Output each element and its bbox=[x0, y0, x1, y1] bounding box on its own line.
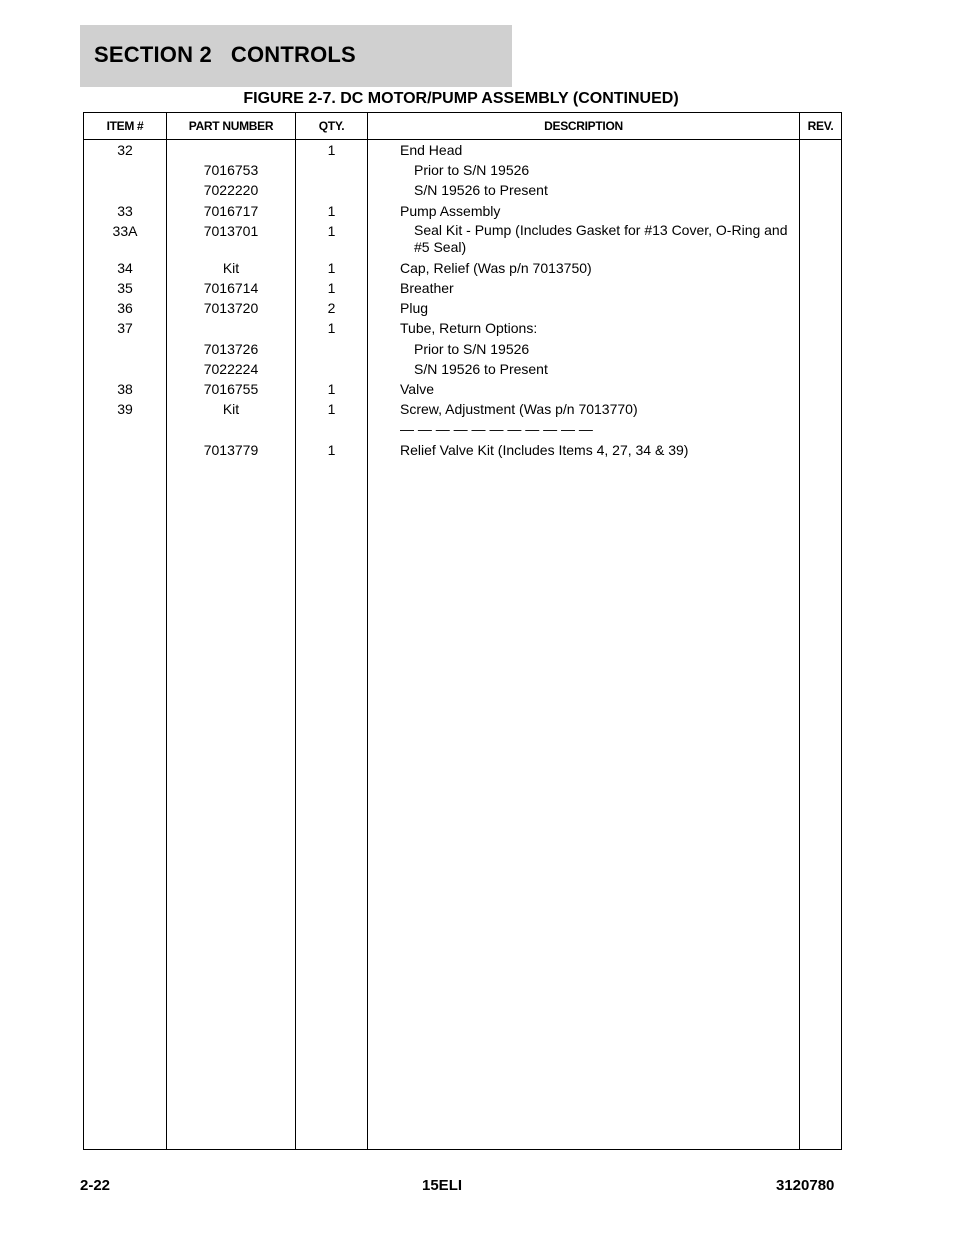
cell-part bbox=[167, 419, 295, 439]
cell-item: 39 bbox=[117, 401, 133, 418]
cell-part: 7016714 bbox=[203, 280, 259, 297]
cell-rev bbox=[800, 278, 841, 298]
cell-rev bbox=[800, 399, 841, 419]
cell-item bbox=[84, 339, 166, 359]
cell-item: 37 bbox=[117, 320, 133, 337]
cell-qty bbox=[296, 419, 367, 439]
cell-part: 7013701 bbox=[203, 222, 259, 239]
cell-item: 33 bbox=[117, 202, 133, 219]
cell-rev bbox=[800, 440, 841, 460]
cell-rev bbox=[800, 140, 841, 160]
cell-rev bbox=[800, 298, 841, 318]
table-header-row bbox=[84, 113, 842, 140]
cell-desc: Prior to S/N 19526 bbox=[414, 340, 530, 357]
section-title: SECTION 2 CONTROLS bbox=[94, 42, 356, 67]
column-header-item: ITEM # bbox=[84, 113, 167, 140]
cell-qty bbox=[296, 339, 367, 359]
page-number: 2-22 bbox=[80, 1177, 111, 1194]
cell-qty: 1 bbox=[327, 401, 336, 418]
parts-table bbox=[83, 112, 842, 1150]
cell-part bbox=[167, 140, 295, 160]
cell-item bbox=[84, 419, 166, 439]
column-header-part-number: PART NUMBER bbox=[167, 113, 296, 140]
cell-qty bbox=[296, 359, 367, 379]
cell-desc: Cap, Relief (Was p/n 7013750) bbox=[400, 259, 592, 276]
cell-desc: End Head bbox=[400, 142, 463, 158]
cell-rev bbox=[800, 359, 841, 379]
column-header-qty: QTY. bbox=[296, 113, 368, 140]
cell-desc: Relief Valve Kit (Includes Items 4, 27, 34 & 39) bbox=[400, 441, 689, 458]
cell-qty: 1 bbox=[327, 202, 336, 219]
cell-item: 34 bbox=[117, 259, 133, 276]
qty-column bbox=[296, 140, 368, 1150]
cell-item bbox=[84, 180, 166, 200]
cell-part: 7016755 bbox=[203, 381, 259, 398]
cell-qty: 1 bbox=[327, 381, 336, 398]
cell-desc: Plug bbox=[400, 300, 429, 317]
section-banner bbox=[80, 25, 512, 87]
cell-rev bbox=[800, 201, 841, 221]
cell-desc: Tube, Return Options: bbox=[400, 320, 538, 337]
cell-qty: 1 bbox=[327, 259, 336, 276]
cell-item: 35 bbox=[117, 280, 133, 297]
cell-desc: S/N 19526 to Present bbox=[414, 182, 548, 199]
table-body-row bbox=[84, 140, 842, 1150]
model-name: 15ELI bbox=[422, 1177, 463, 1194]
cell-qty: 1 bbox=[327, 441, 336, 458]
cell-desc: Screw, Adjustment (Was p/n 7013770) bbox=[400, 401, 638, 418]
part-number-column bbox=[167, 140, 296, 1150]
cell-item: 33A bbox=[112, 222, 138, 239]
cell-part: Kit bbox=[222, 259, 240, 276]
cell-rev bbox=[800, 339, 841, 359]
column-header-description: DESCRIPTION bbox=[368, 113, 800, 140]
cell-rev bbox=[800, 160, 841, 180]
cell-qty: 1 bbox=[327, 222, 336, 239]
cell-desc: Prior to S/N 19526 bbox=[414, 162, 530, 179]
cell-rev bbox=[800, 318, 841, 338]
cell-item: 38 bbox=[117, 381, 133, 398]
cell-qty: 1 bbox=[327, 320, 336, 337]
cell-desc: S/N 19526 to Present bbox=[414, 360, 548, 377]
cell-desc: — — — — — — — — — — — bbox=[400, 421, 593, 438]
figure-title: FIGURE 2-7. DC MOTOR/PUMP ASSEMBLY (CONTINUED) bbox=[243, 90, 679, 107]
cell-item: 36 bbox=[117, 300, 133, 317]
cell-part: 7016717 bbox=[203, 202, 259, 219]
cell-rev bbox=[800, 379, 841, 399]
item-column bbox=[84, 140, 167, 1150]
cell-rev bbox=[800, 258, 841, 278]
description-column bbox=[368, 140, 800, 1150]
cell-desc: Valve bbox=[400, 381, 434, 398]
cell-part: 7022220 bbox=[203, 182, 259, 199]
rev-column bbox=[800, 140, 842, 1150]
cell-rev bbox=[800, 180, 841, 200]
column-header-rev: REV. bbox=[800, 113, 842, 140]
cell-qty: 1 bbox=[327, 280, 336, 297]
cell-item bbox=[84, 440, 166, 460]
cell-rev bbox=[800, 419, 841, 439]
cell-part: 7013720 bbox=[203, 300, 259, 317]
cell-part bbox=[167, 318, 295, 338]
cell-qty bbox=[296, 160, 367, 180]
cell-desc: Pump Assembly bbox=[400, 202, 501, 219]
document-number: 3120780 bbox=[776, 1177, 835, 1194]
cell-qty: 2 bbox=[327, 300, 336, 317]
cell-qty: 1 bbox=[327, 142, 336, 158]
cell-item bbox=[84, 160, 166, 180]
cell-rev bbox=[800, 221, 841, 258]
cell-item bbox=[84, 359, 166, 379]
cell-qty bbox=[296, 180, 367, 200]
cell-part: Kit bbox=[222, 401, 240, 418]
cell-part: 7022224 bbox=[203, 360, 259, 377]
cell-part: 7016753 bbox=[203, 162, 259, 179]
cell-part: 7013779 bbox=[203, 441, 259, 458]
cell-desc: Breather bbox=[400, 280, 454, 297]
cell-item: 32 bbox=[117, 142, 133, 158]
cell-part: 7013726 bbox=[203, 340, 259, 357]
cell-desc: Seal Kit - Pump (Includes Gasket for #13 Cover, O-Ring and #5 Seal) bbox=[414, 221, 788, 255]
